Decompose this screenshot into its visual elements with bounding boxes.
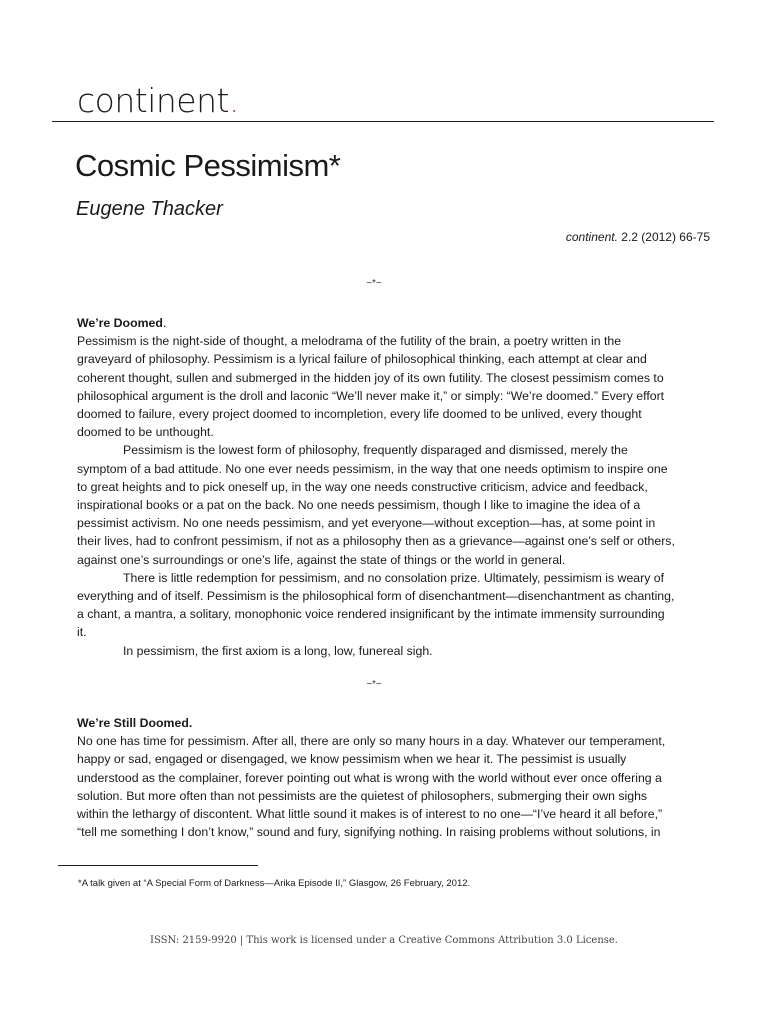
citation-journal: continent. bbox=[565, 230, 618, 244]
paragraph: There is little redemption for pessimism, and no consolation prize. Ultimately, pessimism is weary of everything and of itself. Pessimism is the philosophical form of disenchantment—disenchantment as chanting, a chant, a mantra, a solitary, monophonic voice rendered insignificant by the intimate immensity surrounding it. bbox=[77, 570, 675, 640]
section-heading-suffix: . bbox=[162, 316, 167, 330]
article-title: Cosmic Pessimism* bbox=[75, 148, 341, 183]
citation bbox=[566, 230, 710, 244]
paragraph: No one has time for pessimism. After all, there are only so many hours in a day. Whatever our temperament, happy or sad, engaged or disengaged, we know pessimism when we hear it. The pessimist is usually understood as the complainer, forever pointing out what is wrong with the world without ever once offering a solution. But more often than not pessimists are the quietest of philosophers, submerging their own sighs within the lethargy of discontent. What little sound it makes is of interest to no one—“I’ve heard it all before,” “tell me something I don’t know,” sound and fury, signifying nothing. In raising problems without solutions, in bbox=[77, 734, 666, 840]
journal-logo-dot: . bbox=[228, 81, 239, 120]
footnote: *A talk given at “A Special Form of Darkness—Arika Episode II,” Glasgow, 26 February, 2012. bbox=[78, 878, 471, 889]
section-heading-text: We’re Doomed bbox=[77, 316, 163, 330]
section-separator: ~*~ bbox=[366, 278, 382, 289]
section-heading: We’re Still Doomed. bbox=[77, 716, 193, 730]
header-rule bbox=[52, 121, 714, 122]
citation-details: 2.2 (2012) 66-75 bbox=[621, 230, 710, 244]
paragraph: Pessimism is the lowest form of philosophy, frequently disparaged and dismissed, merely the symptom of a bad attitude. No one ever needs pessimism, in the way that one needs optimism to inspire one to great heights and to pick oneself up, in the way one needs constructive criticism, advice and feedback, inspirational books or a pat on the back. No one needs pessimism, though I like to imagine the idea of a pessimist activism. No one needs pessimism, and yet everyone—without exception—has, at some point in their lives, had to confront pessimism, if not as a philosophy then as a grievance—against one’s self or others, against one’s surroundings or one’s life, against the state of things or the world in general. bbox=[77, 443, 675, 567]
section-separator: ~*~ bbox=[366, 679, 382, 690]
article-author: Eugene Thacker bbox=[76, 198, 223, 220]
license-line: ISSN: 2159-9920 | This work is licensed under a Creative Commons Attribution 3.0 License. bbox=[150, 935, 618, 946]
section-heading bbox=[77, 314, 677, 332]
section-1 bbox=[77, 314, 677, 660]
section-2 bbox=[77, 714, 677, 841]
footnote-rule bbox=[58, 865, 258, 866]
journal-logo bbox=[77, 81, 239, 120]
paragraph: In pessimism, the first axiom is a long, low, funereal sigh. bbox=[123, 643, 433, 658]
paragraph: Pessimism is the night-side of thought, a melodrama of the futility of the brain, a poetry written in the graveyard of philosophy. Pessimism is a lyrical failure of philosophical thinking, each attempt at clear and coherent thought, sullen and submerged in the hidden joy of its own futility. The closest pessimism comes to philosophical argument is the droll and laconic “We’ll never make it,” or simply: “We’re doomed.” Every effort doomed to failure, every project doomed to incompletion, every life doomed to be unlived, every thought doomed to be unthought. bbox=[77, 334, 665, 440]
journal-name: continent bbox=[77, 81, 229, 120]
